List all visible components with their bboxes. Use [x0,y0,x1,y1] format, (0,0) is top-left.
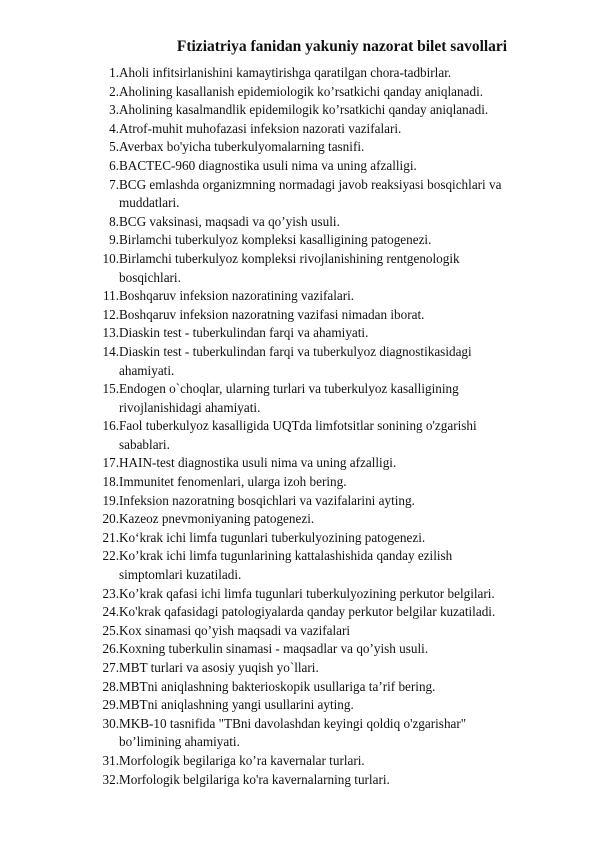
item-text: Ko’krak qafasi ichi limfa tugunlari tuberkulyozining perkutor belgilari. [119,585,495,601]
item-text: MKB-10 tasnifida "TBni davolashdan keyingi qoldiq o'zgarishar" [119,715,467,731]
list-item [0,771,596,790]
item-text: MBT turlari va asosiy yuqish yo`llari. [119,660,319,675]
item-number: 27. [102,660,119,675]
list-item [0,250,596,287]
item-number: 14. [102,343,119,359]
item-number: 2. [109,83,119,99]
item-text: Ko’krak ichi limfa tugunlarining kattalashishida qanday ezilish [119,548,453,564]
item-number: 9. [109,232,119,248]
item-text: Aholining kasallanish epidemiologik ko’rsatkichi qanday aniqlanadi. [119,83,484,99]
item-number: 1. [109,65,119,80]
item-number: 12. [102,306,119,322]
item-text: Averbax bo'yicha tuberkulyomalarning tasnifi. [119,139,365,155]
item-number: 8. [109,213,119,229]
list-item [0,213,596,232]
item-text: Aholining kasalmandlik epidemilogik ko’rsatkichi qanday aniqlanadi. [119,102,489,118]
item-number: 22. [102,548,119,564]
item-text: Boshqaruv infeksion nazoratning vazifasi nimadan iborat. [119,306,425,322]
item-text: Birlamchi tuberkulyoz kompleksi rivojlanishining rentgenologik [119,250,460,266]
list-item [0,380,596,417]
list-item [0,585,596,604]
item-number: 25. [102,622,119,638]
list-item [0,176,596,213]
list-item [0,83,596,102]
item-text: Koxning tuberkulin sinamasi - maqsadlar va qo’yish usuli. [119,641,429,657]
item-number: 21. [102,529,119,545]
item-text-continued: bo’limining ahamiyati. [119,734,240,750]
item-text: MBTni aniqlashning bakterioskopik usullariga ta’rif bering. [119,678,436,694]
list-item [0,64,596,83]
item-number: 30. [102,715,119,731]
list-item [0,715,596,752]
item-number: 29. [102,697,119,713]
list-item [0,678,596,697]
item-text-continued: simptomlari kuzatiladi. [119,567,242,583]
item-number: 7. [109,176,119,192]
item-number: 26. [102,641,119,657]
item-number: 16. [102,418,119,434]
list-item [0,529,596,548]
item-number: 28. [102,678,119,694]
item-number: 15. [102,381,119,397]
item-text: Endogen o`choqlar, ularning turlari va tuberkulyoz kasalligining [119,381,459,397]
item-text: Ko'krak qafasidagi patologiyalarda qanday perkutor belgilar kuzatiladi. [119,604,496,620]
item-text: Morfologik belgilariga ko'ra kavernalarning turlari. [119,771,390,787]
item-text: BCG emlashda organizmning normadagi javob reaksiyasi bosqichlari va [119,176,502,192]
item-number: 4. [109,120,119,136]
item-number: 19. [102,492,119,508]
item-text: Kox sinamasi qo’yish maqsadi va vazifalari [119,622,351,638]
item-text: Kazeoz pnevmoniyaning patogenezi. [119,511,315,527]
list-item [0,324,596,343]
item-text: Boshqaruv infeksion nazoratining vazifalari. [119,288,355,304]
list-item [0,287,596,306]
item-number: 24. [102,604,119,620]
item-text: Atrof-muhit muhofazasi infeksion nazorati vazifalari. [119,120,402,136]
item-text: BACTEC-960 diagnostika usuli nima va uning afzalligi. [119,157,417,173]
item-number: 23. [102,585,119,601]
item-text: Aholi infitsirlanishini kamaytirishga qaratilgan chora-tadbirlar. [119,65,452,80]
item-text: HAIN-test diagnostika usuli nima va uning afzalligi. [119,455,397,471]
list-item [0,454,596,473]
item-number: 18. [102,474,119,490]
item-number: 31. [102,752,119,768]
list-item [0,492,596,511]
item-text-continued: bosqichlari. [119,269,181,285]
list-item [0,120,596,139]
list-item [0,473,596,492]
item-text: Morfologik begilariga ko’ra kavernalar turlari. [119,752,365,768]
item-number: 3. [109,102,119,118]
item-number: 20. [102,511,119,527]
item-number: 17. [102,455,119,471]
list-item [0,640,596,659]
list-item [0,622,596,641]
item-text-continued: rivojlanishidagi ahamiyati. [119,399,261,415]
list-item [0,157,596,176]
item-text: MBTni aniqlashning yangi usullarini ayting. [119,697,354,713]
item-number: 32. [102,771,119,787]
question-list [0,64,596,789]
item-text: Diaskin test - tuberkulindan farqi va ahamiyati. [119,325,369,341]
list-item [0,231,596,250]
item-number: 10. [102,250,119,266]
list-item [0,603,596,622]
item-text-continued: ahamiyati. [119,362,175,378]
item-text-continued: muddatlari. [119,195,180,211]
list-item [0,547,596,584]
item-number: 6. [109,157,119,173]
item-text: Ko‘krak ichi limfa tugunlari tuberkulyozining patogenezi. [119,529,426,545]
item-number: 13. [102,325,119,341]
list-item [0,659,596,678]
item-text: Immunitet fenomenlari, ularga izoh bering. [119,474,347,490]
list-item [0,306,596,325]
item-text: Birlamchi tuberkulyoz kompleksi kasalligining patogenezi. [119,232,432,248]
item-text: Faol tuberkulyoz kasalligida UQTda limfotsitlar sonining o'zgarishi [119,418,477,434]
item-number: 5. [109,139,119,155]
item-text: Infeksion nazoratning bosqichlari va vazifalarini ayting. [119,492,415,508]
list-item [0,101,596,120]
item-text: Diaskin test - tuberkulindan farqi va tuberkulyoz diagnostikasidagi [119,343,472,359]
list-item [0,138,596,157]
item-text-continued: sabablari. [119,436,170,452]
page-title: Ftiziatriya fanidan yakuniy nazorat bilet savollari [176,38,508,55]
list-item [0,752,596,771]
list-item [0,696,596,715]
list-item [0,417,596,454]
item-text: BCG vaksinasi, maqsadi va qo’yish usuli. [119,213,340,229]
list-item [0,510,596,529]
list-item [0,343,596,380]
item-number: 11. [103,288,119,304]
